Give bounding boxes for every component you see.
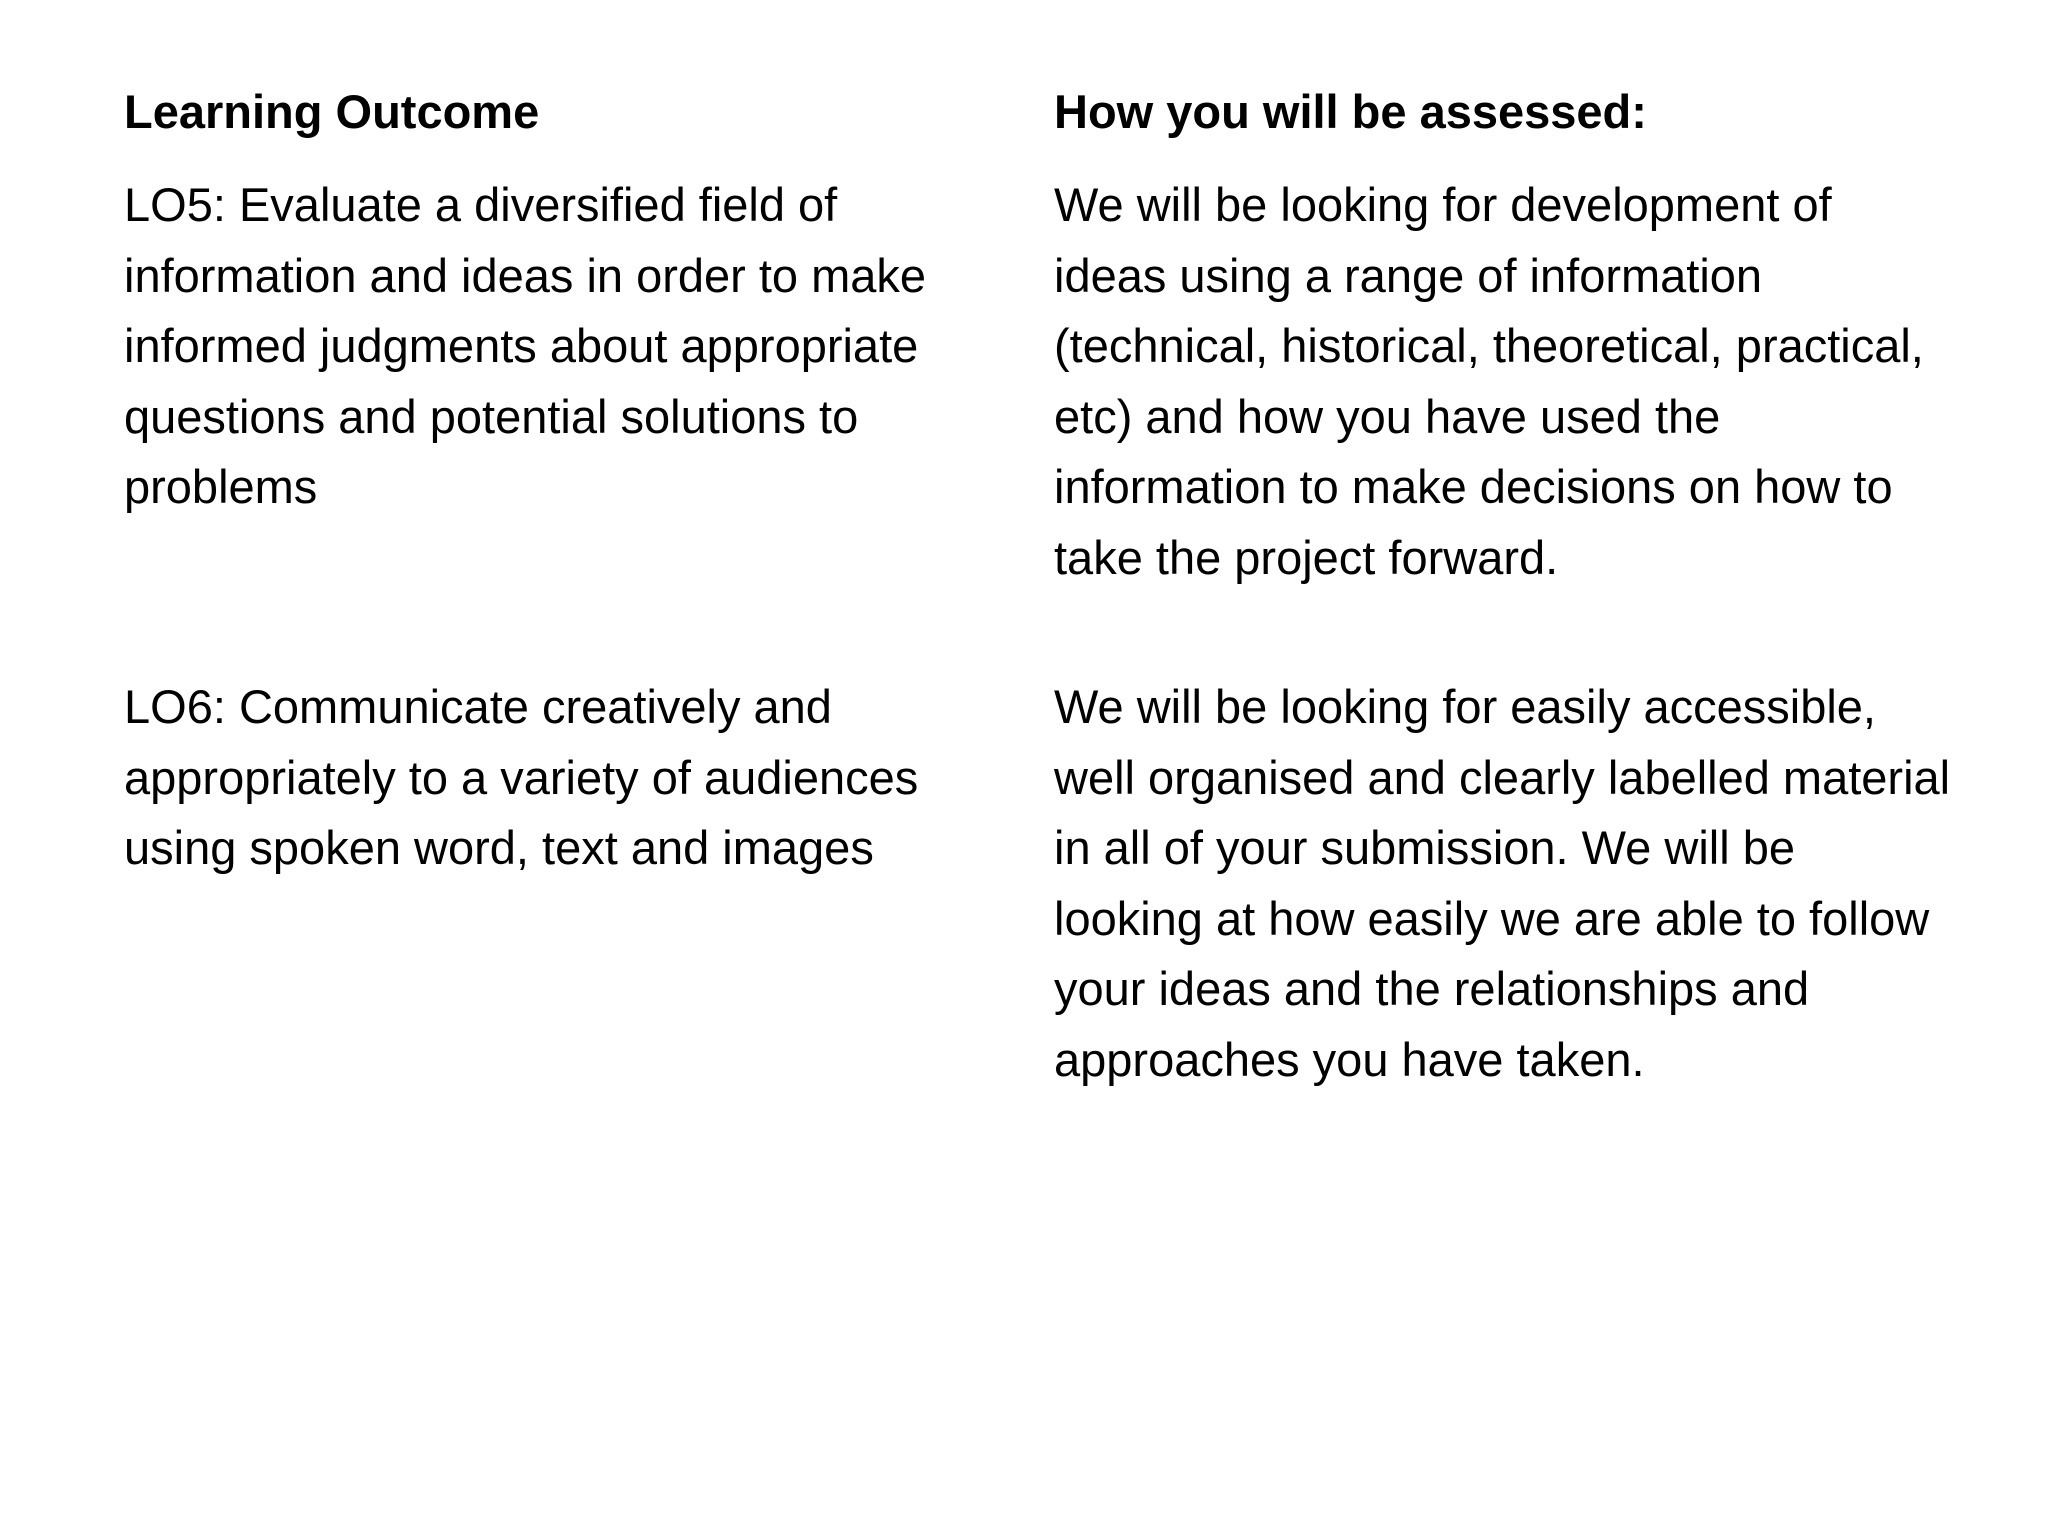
assessment-heading: How you will be assessed: (1054, 85, 1647, 138)
learning-outcome-column (124, 82, 974, 874)
lo5-outcome-text: LO5: Evaluate a diversified field of information and ideas in order to make informed judgments about appropriate questions and potential solutions to problems (124, 178, 927, 513)
lo6-assessment-text: We will be looking for easily accessible, well organised and clearly labelled material in all of your submission. We will be looking at how easily we are able to follow your ideas and the relationships and approaches you have taken. (1054, 680, 1951, 1086)
lo6-outcome-text: LO6: Communicate creatively and appropriately to a variety of audiences using spoken word, text and images (124, 680, 919, 874)
learning-outcome-heading: Learning Outcome (124, 85, 540, 138)
lo5-assessment-text: We will be looking for development of ideas using a range of information (technical, historical, theoretical, practical, etc) and how you have used the information to make decisions on how to take the project forward. (1054, 178, 1924, 584)
assessment-column (1054, 82, 1954, 1086)
